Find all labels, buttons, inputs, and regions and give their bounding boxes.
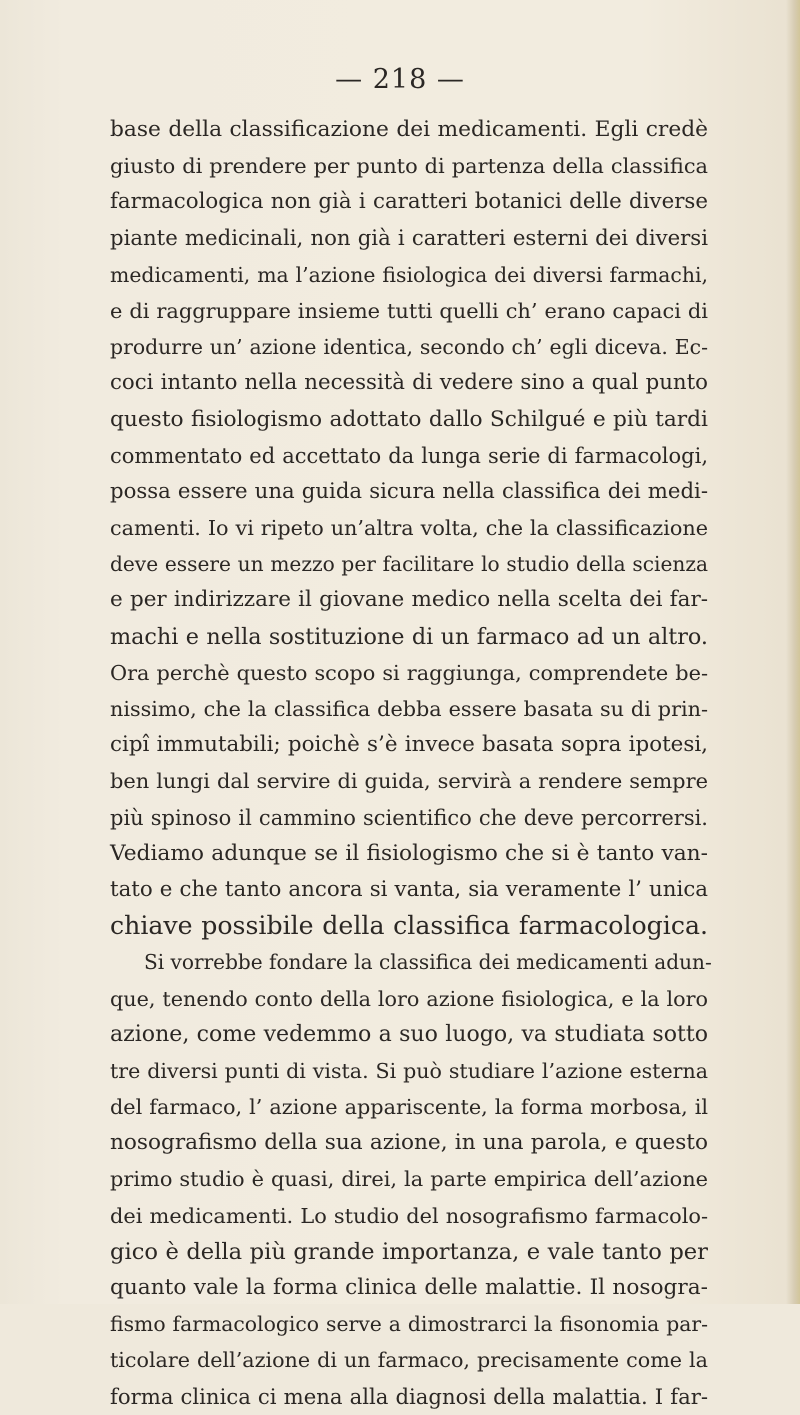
text-line: que, tenendo conto della loro azione fisiologica, e la loro — [110, 986, 708, 1011]
text-line: giusto di prendere per punto di partenza della classifica — [110, 154, 708, 179]
text-line: tre diversi punti di vista. Si può studiare l’azione esterna — [110, 1058, 708, 1083]
page-number: — 218 — — [335, 64, 465, 95]
text-line: nosografismo della sua azione, in una parola, e questo — [110, 1130, 708, 1156]
text-line: Si vorrebbe fondare la classifica dei medicamenti adun- — [144, 950, 712, 975]
text-line: Vediamo adunque se il fisiologismo che si è tanto van- — [110, 840, 708, 866]
text-line: fismo farmacologico serve a dimostrarci la fisonomia par- — [110, 1312, 708, 1337]
text-line: quanto vale la forma clinica delle malattie. Il nosogra- — [110, 1275, 708, 1300]
text-line: coci intanto nella necessità di vedere sino a qual punto — [110, 370, 708, 396]
text-line: primo studio è quasi, direi, la parte empirica dell’azione — [110, 1167, 708, 1192]
text-line: nissimo, che la classifica debba essere basata su di prin- — [110, 697, 708, 721]
text-line: produrre un’ azione identica, secondo ch’ egli diceva. Ec- — [110, 335, 708, 360]
text-line: medicamenti, ma l’azione fisiologica dei diversi farmachi, — [110, 262, 708, 287]
text-line: base della classificazione dei medicamenti. Egli credè — [110, 117, 708, 142]
text-line: commentato ed accettato da lunga serie di farmacologi, — [110, 443, 708, 468]
text-line: e di raggruppare insieme tutti quelli ch’ erano capaci di — [110, 298, 708, 323]
text-line: tato e che tanto ancora si vanta, sia veramente l’ unica — [110, 876, 708, 902]
text-line: deve essere un mezzo per facilitare lo studio della scienza — [110, 552, 708, 577]
text-line: ben lungi dal servire di guida, servirà a rendere sempre — [110, 769, 708, 794]
text-line: farmacologica non già i caratteri botanici delle diverse — [110, 189, 708, 215]
text-line: chiave possibile della classifica farmacologica. — [110, 911, 708, 941]
text-line: possa essere una guida sicura nella classifica dei medi- — [110, 478, 708, 504]
page-spine-shadow — [786, 0, 800, 1304]
text-line: forma clinica ci mena alla diagnosi della malattia. I far- — [110, 1383, 708, 1409]
text-line: azione, come vedemmo a suo luogo, va studiata sotto — [110, 1021, 708, 1047]
text-line: camenti. Io vi ripeto un’altra volta, che la classificazione — [110, 516, 708, 541]
body-text — [110, 112, 712, 1415]
text-line: più spinoso il cammino scientifico che deve percorrersi. — [110, 805, 708, 830]
text-line: ticolare dell’azione di un farmaco, precisamente come la — [110, 1348, 708, 1373]
text-line: del farmaco, l’ azione appariscente, la forma morbosa, il — [110, 1095, 708, 1120]
text-line: gico è della più grande importanza, e vale tanto per — [110, 1238, 708, 1265]
text-line: dei medicamenti. Lo studio del nosografismo farmacolo- — [110, 1203, 708, 1228]
text-line: questo fisiologismo adottato dallo Schilgué e più tardi — [110, 406, 708, 432]
text-line: machi e nella sostituzione di un farmaco ad un altro. — [110, 623, 708, 650]
text-line: piante medicinali, non già i caratteri esterni dei diversi — [110, 225, 708, 251]
text-line: e per indirizzare il giovane medico nella scelta dei far- — [110, 587, 708, 613]
text-line: Ora perchè questo scopo si raggiunga, comprendete be- — [110, 660, 708, 685]
text-line: cipî immutabili; poichè s’è invece basata sopra ipotesi, — [110, 732, 708, 758]
